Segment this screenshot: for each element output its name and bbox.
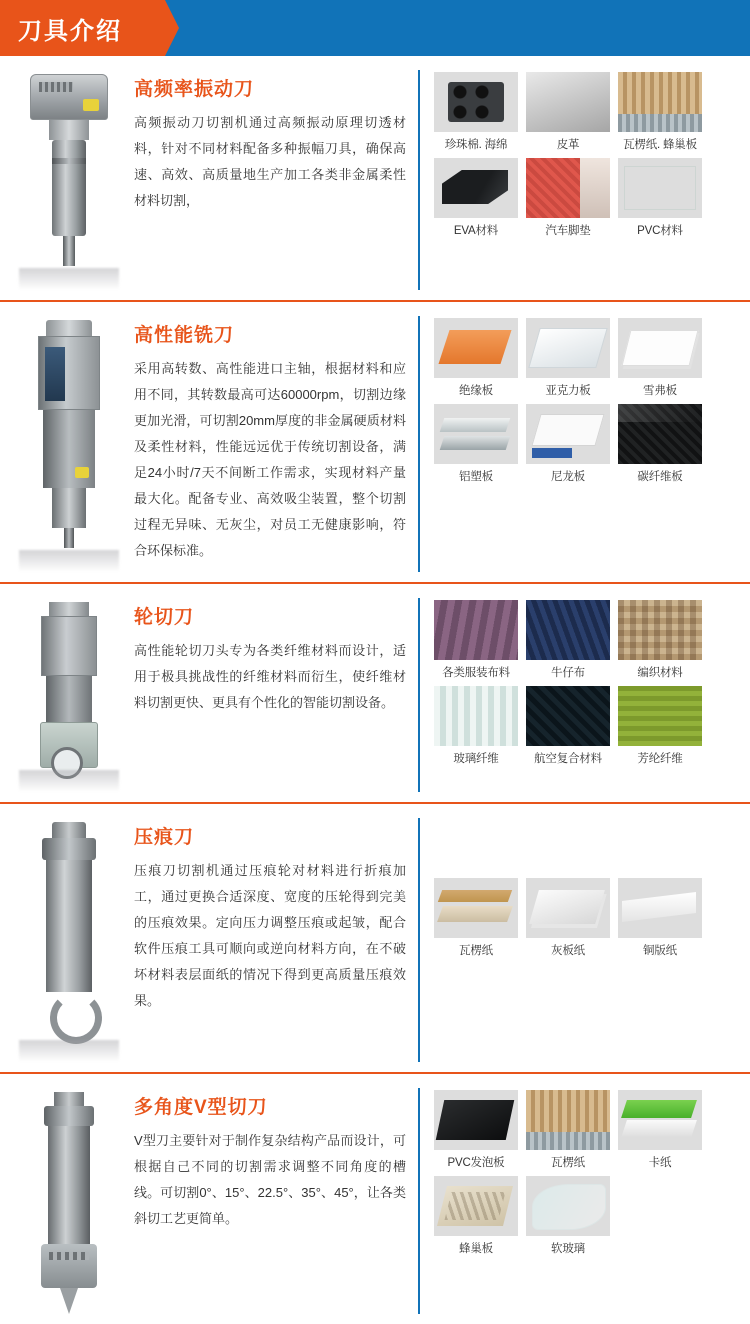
sample-caption: 碳纤维板 <box>637 471 683 483</box>
sample-caption: 各类服装布料 <box>442 667 510 679</box>
tool-title: 压痕刀 <box>134 827 195 848</box>
sample-caption: 芳纶纤维 <box>637 753 683 765</box>
sample-thumbnail <box>434 318 518 378</box>
sample-caption: 瓦楞纸. 蜂巢板 <box>623 139 697 151</box>
sample-row <box>434 318 740 398</box>
sample-row <box>434 600 740 680</box>
sample-caption: PVC材料 <box>637 225 683 237</box>
sample-gallery-2 <box>418 316 740 572</box>
sample-thumbnail <box>526 72 610 132</box>
sample-caption: 灰板纸 <box>551 945 585 957</box>
sample-thumbnail <box>618 686 702 746</box>
sample-item <box>434 72 518 152</box>
tool-section-4 <box>0 802 750 1072</box>
v-cutter-icon <box>17 1092 121 1314</box>
tool-text-2 <box>128 316 418 572</box>
sample-gallery-4 <box>418 818 740 1062</box>
sample-thumbnail <box>618 72 702 132</box>
sample-caption: 软玻璃 <box>551 1243 585 1255</box>
reflection <box>19 550 119 572</box>
tool-image-4 <box>10 818 128 1062</box>
tool-description: 压痕刀切割机通过压痕轮对材料进行折痕加工，通过更换合适深度、宽度的压轮得到完美的压痕效果。定向压力调整压痕或起皱，配合软件压痕工具可顺向或逆向材料方向，在不破坏材料表层面纸的情况下得到更高质量压痕效果。 <box>134 863 406 1008</box>
sample-item <box>434 318 518 398</box>
tool-image-2 <box>10 316 128 572</box>
tool-title: 多角度V型切刀 <box>134 1097 268 1118</box>
sample-item <box>434 686 518 766</box>
sample-item <box>526 686 610 766</box>
sample-caption: 汽车脚垫 <box>545 225 591 237</box>
sample-row <box>434 158 740 238</box>
tool-text-5 <box>128 1088 418 1314</box>
sample-row <box>434 878 740 958</box>
sample-thumbnail <box>526 1090 610 1150</box>
sample-caption: 牛仔布 <box>551 667 585 679</box>
sample-gallery-1 <box>418 70 740 290</box>
sample-caption: PVC发泡板 <box>447 1157 505 1169</box>
tool-text-3 <box>128 598 418 792</box>
tool-section-3 <box>0 582 750 802</box>
tool-description: V型刀主要针对于制作复杂结构产品而设计，可根据自己不同的切割需求调整不同角度的槽线。可切割0°、15°、22.5°、35°、45°，让各类斜切工艺更简单。 <box>134 1133 406 1226</box>
sample-item <box>526 318 610 398</box>
sample-item <box>434 1176 518 1256</box>
sample-thumbnail <box>434 158 518 218</box>
sample-item <box>526 1176 610 1256</box>
sample-item <box>526 72 610 152</box>
sample-thumbnail <box>434 1090 518 1150</box>
sample-caption: 卡纸 <box>648 1157 672 1169</box>
sample-caption: 瓦楞纸 <box>551 1157 585 1169</box>
sample-thumbnail <box>618 1090 702 1150</box>
sample-item <box>434 600 518 680</box>
sample-thumbnail <box>618 318 702 378</box>
tool-text-4 <box>128 818 418 1062</box>
sample-caption: 亚克力板 <box>545 385 591 397</box>
tool-image-5 <box>10 1088 128 1314</box>
sample-item <box>618 404 702 484</box>
sample-row <box>434 686 740 766</box>
sample-caption: 尼龙板 <box>551 471 585 483</box>
sample-row <box>434 1176 740 1256</box>
reflection <box>19 1040 119 1062</box>
page-title: 刀具介绍 <box>0 0 165 56</box>
sample-thumbnail <box>434 600 518 660</box>
sample-item <box>526 404 610 484</box>
sample-item <box>434 1090 518 1170</box>
sample-thumbnail <box>618 600 702 660</box>
sample-item <box>618 878 702 958</box>
tool-description: 采用高转数、高性能进口主轴，根据材料和应用不同，其转数最高可达60000rpm，切割边缘更加光滑，可切割20mm厚度的非金属硬质材料及柔性材料，性能远远优于传统切割设备，满足24小时/7天不间断工作需求，实现材料产量最大化。配备专业、高效吸尘装置，整个切割过程无异味、无灰尘，对员工无健康影响，符合环保标准。 <box>134 361 406 558</box>
reflection <box>19 770 119 792</box>
sample-caption: 雪弗板 <box>643 385 677 397</box>
sample-caption: 编织材料 <box>637 667 683 679</box>
sample-item <box>618 686 702 766</box>
vibration-knife-icon <box>17 74 121 290</box>
sample-caption: 珍珠棉. 海绵 <box>444 139 508 151</box>
tool-title: 轮切刀 <box>134 607 195 628</box>
sample-gallery-5 <box>418 1088 740 1314</box>
sample-thumbnail <box>434 686 518 746</box>
sample-caption: 蜂巢板 <box>459 1243 493 1255</box>
tool-image-3 <box>10 598 128 792</box>
sample-row <box>434 404 740 484</box>
sample-caption: 航空复合材料 <box>534 753 602 765</box>
wheel-cutter-icon <box>17 602 121 792</box>
sample-item <box>526 878 610 958</box>
tool-text-1 <box>128 70 418 290</box>
sample-thumbnail <box>434 878 518 938</box>
sample-item <box>618 72 702 152</box>
sample-row <box>434 1090 740 1170</box>
sample-thumbnail <box>434 72 518 132</box>
sample-item <box>434 158 518 238</box>
sample-thumbnail <box>526 686 610 746</box>
sample-caption: 铜版纸 <box>643 945 677 957</box>
sample-thumbnail <box>618 158 702 218</box>
sample-caption: 铝塑板 <box>459 471 493 483</box>
sample-item <box>526 600 610 680</box>
sample-item <box>618 600 702 680</box>
sample-caption: 玻璃纤维 <box>453 753 499 765</box>
tool-image-1 <box>10 70 128 290</box>
tool-title: 高性能铣刀 <box>134 325 235 346</box>
sample-item <box>434 878 518 958</box>
tool-description: 高频振动刀切割机通过高频振动原理切透材料，针对不同材料配备多种振幅刀具，确保高速、高效、高质量地生产加工各类非金属柔性材料切割， <box>134 115 406 208</box>
sample-thumbnail <box>526 158 610 218</box>
sample-thumbnail <box>618 404 702 464</box>
sample-caption: 瓦楞纸 <box>459 945 493 957</box>
sample-thumbnail <box>526 1176 610 1236</box>
sample-thumbnail <box>526 404 610 464</box>
tool-section-2 <box>0 300 750 582</box>
sample-gallery-3 <box>418 598 740 792</box>
tool-section-5 <box>0 1072 750 1324</box>
tool-title: 高频率振动刀 <box>134 79 255 100</box>
tool-description: 高性能轮切刀头专为各类纤维材料而设计，适用于极具挑战性的纤维材料而衍生，使纤维材料切割更快、更具有个性化的智能切割设备。 <box>134 643 406 710</box>
sample-thumbnail <box>434 1176 518 1236</box>
sample-item <box>618 318 702 398</box>
sample-item <box>618 1090 702 1170</box>
creasing-knife-icon <box>17 822 121 1062</box>
sample-thumbnail <box>526 878 610 938</box>
sample-thumbnail <box>618 878 702 938</box>
sample-row <box>434 72 740 152</box>
sample-thumbnail <box>526 318 610 378</box>
tool-section-1 <box>0 56 750 300</box>
reflection <box>19 268 119 290</box>
page-header <box>0 0 750 56</box>
sample-thumbnail <box>434 404 518 464</box>
sample-caption: EVA材料 <box>453 225 499 237</box>
sample-caption: 皮革 <box>556 139 580 151</box>
milling-spindle-icon <box>17 320 121 572</box>
sample-caption: 绝缘板 <box>459 385 493 397</box>
sample-item <box>434 404 518 484</box>
sample-thumbnail <box>526 600 610 660</box>
sample-item <box>526 158 610 238</box>
sample-item <box>618 158 702 238</box>
sample-item <box>526 1090 610 1170</box>
